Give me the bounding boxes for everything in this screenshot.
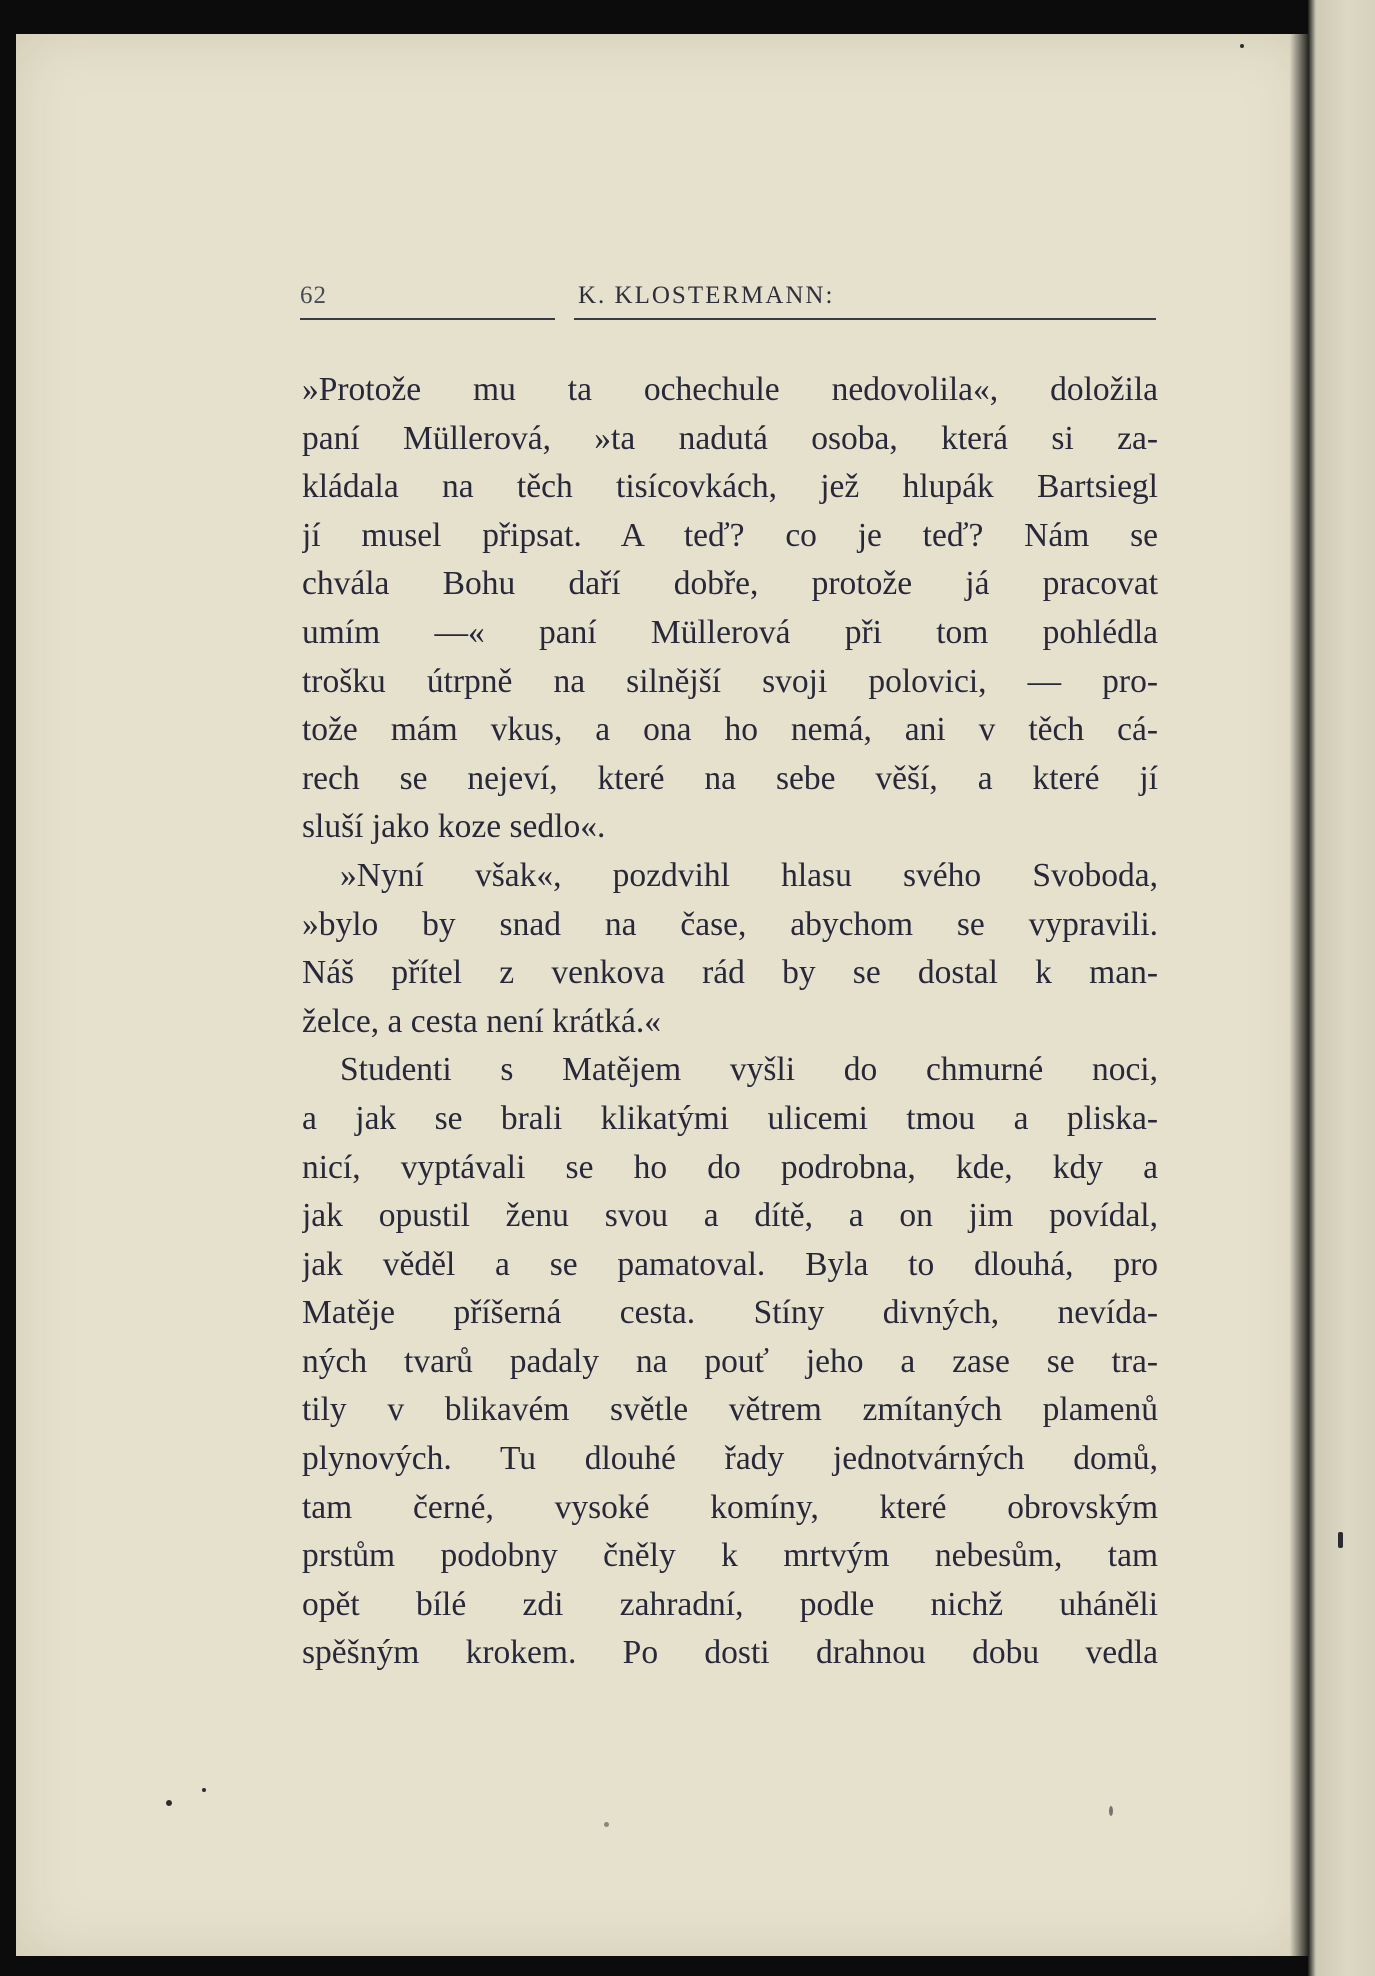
scan-speck [166, 1800, 172, 1806]
header-rule-right [574, 318, 1156, 320]
page-number: 62 [300, 282, 327, 309]
text-line: rech se nejeví, které na sebe věší, a které jí [302, 759, 1158, 797]
text-line: Matěje příšerná cesta. Stíny divných, nevída- [302, 1294, 1158, 1332]
scan-speck [1109, 1806, 1113, 1816]
page-header [284, 272, 1156, 320]
text-line: »Protože mu ta ochechule nedovolila«, doložila [302, 371, 1158, 408]
text-line: chvála Bohu daří dobře, protože já pracovat [302, 565, 1158, 603]
text-line: ných tvarů padaly na pouť jeho a zase se tra- [302, 1342, 1158, 1380]
text-line: sluší jako koze sedlo«. [302, 808, 606, 846]
text-line: jí musel připsat. A teď? co je teď? Nám se [302, 516, 1158, 554]
running-head: K. KLOSTERMANN: [578, 282, 835, 309]
text-line: želce, a cesta není krátká.« [302, 1002, 661, 1040]
adjacent-page-edge [1308, 0, 1375, 1976]
text-line: tože mám vkus, a ona ho nemá, ani v těch cá- [302, 711, 1158, 749]
text-line: a jak se brali klikatými ulicemi tmou a pliska- [302, 1099, 1158, 1137]
text-line: spěšným krokem. Po dosti drahnou dobu vedla [302, 1634, 1158, 1672]
scan-speck [1338, 1532, 1343, 1548]
text-line: trošku útrpně na silnější svoji polovici, — pro- [302, 662, 1158, 700]
text-line: opět bílé zdi zahradní, podle nichž uháněli [302, 1585, 1158, 1623]
header-rule-left [300, 318, 555, 320]
scan-speck [1240, 44, 1244, 48]
text-line: tily v blikavém světle větrem zmítaných plamenů [302, 1391, 1158, 1429]
text-line: paní Müllerová, »ta nadutá osoba, která si za- [302, 419, 1158, 457]
scan-speck [604, 1822, 609, 1827]
text-line: nicí, vyptávali se ho do podrobna, kde, kdy a [302, 1148, 1158, 1186]
text-line: Náš přítel z venkova rád by se dostal k man- [302, 954, 1158, 992]
text-line: »Nyní však«, pozdvihl hlasu svého Svoboda, [340, 856, 1158, 894]
text-line: plynových. Tu dlouhé řady jednotvárných domů, [302, 1440, 1158, 1478]
text-line: jak opustil ženu svou a dítě, a on jim povídal, [302, 1197, 1158, 1235]
page-gutter-shadow [1290, 34, 1308, 1956]
text-line: tam černé, vysoké komíny, které obrovským [302, 1488, 1158, 1526]
text-line: kládala na těch tisícovkách, jež hlupák Bartsiegl [302, 468, 1158, 506]
text-line: Studenti s Matějem vyšli do chmurné noci, [340, 1051, 1158, 1089]
body-text [302, 366, 1158, 1678]
text-line: prstům podobny čněly k mrtvým nebesům, tam [302, 1537, 1158, 1575]
text-line: umím —« paní Müllerová při tom pohlédla [302, 613, 1158, 651]
scan-speck [202, 1788, 206, 1792]
text-line: jak věděl a se pamatoval. Byla to dlouhá, pro [302, 1245, 1158, 1283]
text-line: »bylo by snad na čase, abychom se vypravili. [302, 905, 1158, 943]
